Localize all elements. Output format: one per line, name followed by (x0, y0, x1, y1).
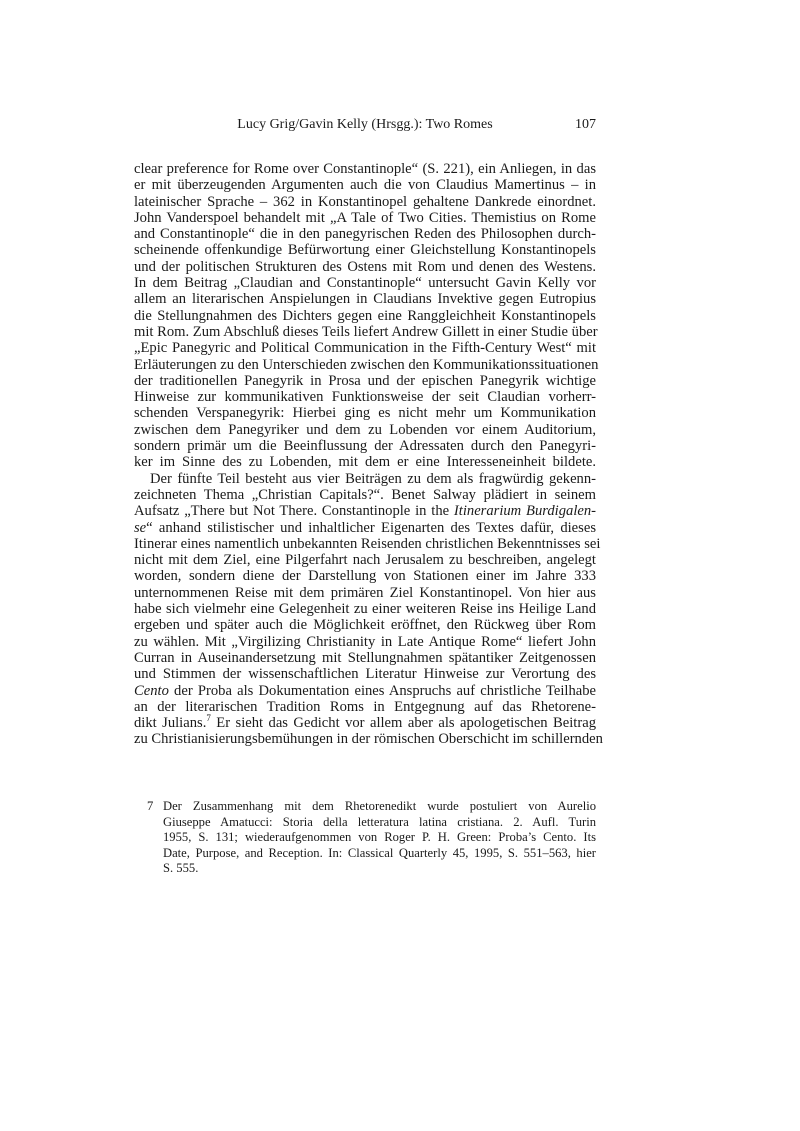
text-line: zwischen dem Panegyriker und dem zu Lobenden vor einem Auditorium, (134, 421, 596, 438)
text-line: Itinerar eines namentlich unbekannten Reisenden christlichen Bekenntnisses sei (134, 535, 601, 552)
footnote (147, 799, 596, 877)
text-span: “ anhand stilistischer und inhaltlicher Eigenarten des Textes dafür, dieses (146, 519, 596, 536)
paragraph-1 (134, 161, 599, 471)
footnote-text (163, 799, 596, 877)
footnote-ref[interactable]: 7 (206, 713, 211, 724)
text-line (134, 715, 596, 731)
page-number: 107 (575, 117, 596, 132)
text-line: John Vanderspoel behandelt mit „A Tale of Two Cities. Themistius on Rome (134, 209, 596, 226)
running-title: Lucy Grig/Gavin Kelly (Hrsgg.): Two Romes (237, 117, 493, 132)
paragraph-2 (134, 470, 603, 748)
text-line: lateinischer Sprache – 362 in Konstantinopel gehaltene Dankrede einordnet. (134, 193, 596, 210)
text-line: Hinweise zur kommunikativen Funktionsweise der seit Claudian vorherr- (134, 389, 596, 406)
text-line: mit Rom. Zum Abschluß dieses Teils liefert Andrew Gillett in einer Studie über (134, 323, 598, 340)
text-line: In dem Beitrag „Claudian and Constantinople“ untersucht Gavin Kelly vor (134, 275, 596, 292)
text-line: and Constantinople“ die in den panegyrischen Reden des Philosophen durch- (134, 226, 596, 243)
text-line: zu Christianisierungsbemühungen in der römischen Oberschicht im schillernden (134, 731, 603, 748)
text-line: und Stimmen der wissenschaftlichen Literatur Hinweise zur Verortung des (134, 666, 596, 683)
text-line: die Stellungnahmen des Dichters gegen eine Ranggleichheit Konstantinopels (134, 307, 596, 324)
body-text (134, 161, 603, 748)
text-line: an der literarischen Tradition Roms in Entgegnung auf das Rhetorene- (134, 698, 596, 715)
text-span: der Proba als Dokumentation eines Anspruchs auf christliche Teilhabe (168, 682, 596, 699)
text-span: dikt Julians. (134, 715, 207, 732)
text-line: habe sich vielmehr eine Gelegenheit zu einer weiteren Reise ins Heilige Land (134, 601, 596, 618)
text-line (134, 683, 596, 699)
text-span: Er sieht das Gedicht vor allem aber als apologetischen Beitrag (210, 715, 596, 732)
text-line: ker im Sinne des zu Lobenden, mit dem er eine Interesseneinheit bildete. (134, 454, 596, 471)
text-line (134, 520, 596, 536)
text-line: er mit überzeugenden Argumenten auch die von Claudius Mamertinus – in (134, 177, 596, 194)
text-line: schenden Verspanegyrik: Hierbei ging es nicht mehr um Kommunikation (134, 405, 596, 422)
text-line: zeichneten Thema „Christian Capitals?“. Benet Salway plädiert in seinem (134, 486, 596, 503)
footnote-number: 7 (147, 799, 154, 813)
text-span: Aufsatz „There but Not There. Constantinople in the (134, 503, 454, 520)
text-line: unternommenen Reise mit dem primären Ziel Konstantinopel. Von hier aus (134, 584, 596, 601)
text-line: der traditionellen Panegyrik in Prosa und der epischen Panegyrik wichtige (134, 372, 596, 389)
running-header (134, 117, 596, 135)
footnote-line: Der Zusammenhang mit dem Rhetorenedikt wurde postuliert von Aurelio (163, 799, 596, 813)
text-line: nicht mit dem Ziel, eine Pilgerfahrt nach Jerusalem zu beschreiben, angelegt (134, 552, 596, 569)
text-line: clear preference for Rome over Constantinople“ (S. 221), ein Anliegen, in das (134, 161, 596, 177)
text-line: zu wählen. Mit „Virgilizing Christianity in Late Antique Rome“ liefert John (134, 633, 596, 650)
text-line: scheinende offenkundige Befürwortung einer Gleichstellung Konstantinopels (134, 242, 596, 259)
footnote-line: S. 555. (163, 861, 199, 876)
footnote-line: 1955, S. 131; wiederaufgenommen von Roger P. H. Green: Proba’s Cento. Its (163, 830, 596, 845)
text-line: Der fünfte Teil besteht aus vier Beiträgen zu dem als fragwürdig gekenn- (150, 470, 596, 487)
text-line: allem an literarischen Anspielungen in Claudians Invektive gegen Eutropius (134, 291, 596, 308)
text-line (134, 503, 596, 519)
text-line: und der politischen Strukturen des Ostens mit Rom und denen des Westens. (134, 258, 596, 275)
text-line: sondern primär um die Beeinflussung der Adressaten durch den Panegyri- (134, 438, 596, 455)
text-line: worden, sondern diene der Darstellung von Stationen einer im Jahre 333 (134, 568, 596, 585)
footnote-line: Giuseppe Amatucci: Storia della letteratura latina cristiana. 2. Aufl. Turin (163, 814, 596, 829)
text-line: „Epic Panegyric and Political Communication in the Fifth-Century West“ mit (134, 340, 596, 357)
text-line: Erläuterungen zu den Unterschieden zwischen den Kommunikationssituationen (134, 356, 599, 373)
italic-title: se (134, 519, 147, 536)
italic-title: Itinerarium Burdigalen- (453, 503, 597, 520)
footnote-line: Date, Purpose, and Reception. In: Classical Quarterly 45, 1995, S. 551–563, hier (163, 845, 596, 860)
text-line: Curran in Auseinandersetzung mit Stellungnahmen spätantiker Zeitgenossen (134, 649, 596, 666)
text-line: ergeben und später auch die Möglichkeit eröffnet, den Rückweg über Rom (134, 617, 596, 634)
italic-title: Cento (134, 682, 169, 699)
